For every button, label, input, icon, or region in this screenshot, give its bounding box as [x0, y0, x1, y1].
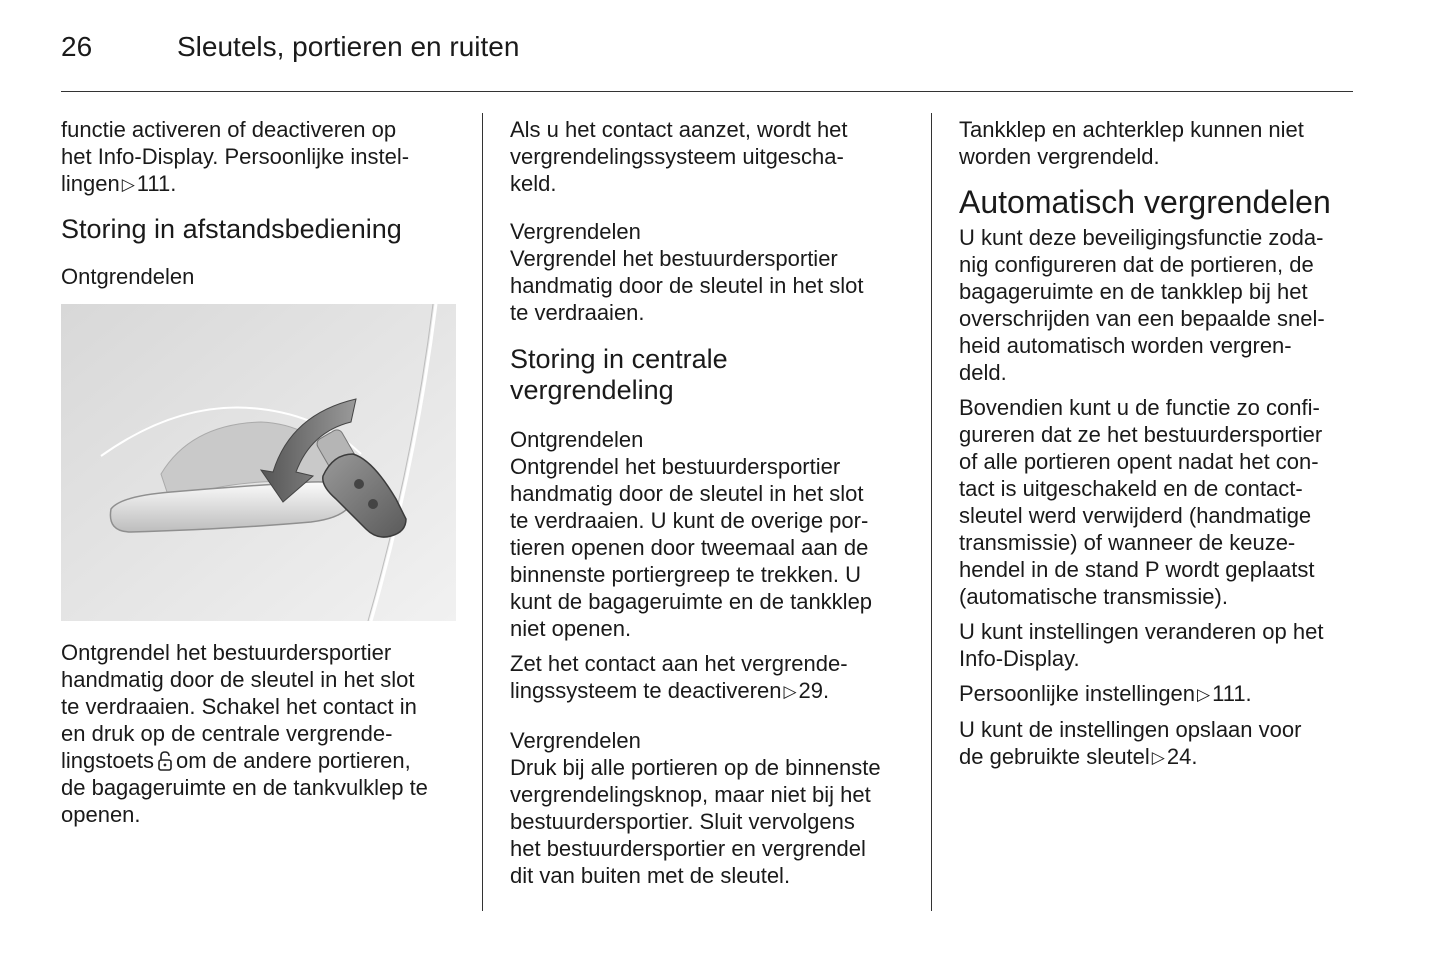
xref-arrow-icon: ▷ — [1197, 685, 1211, 704]
paragraph: functie activeren of deactiveren op het Info-Display. Persoonlijke instel- lingen ▷111. — [61, 117, 410, 196]
xref-arrow-icon: ▷ — [121, 175, 135, 194]
section-heading: Storing in afstandsbediening — [61, 214, 402, 244]
paragraph: Persoonlijke instellingen ▷111. — [959, 681, 1252, 706]
subheading: Vergrendelen — [510, 728, 641, 753]
section-heading: Storing in centrale vergrendeling — [510, 344, 728, 405]
paragraph: Vergrendel het bestuurdersportier handmatig door de sleutel in het slot te verdraaien. — [510, 246, 864, 325]
paragraph: Zet het contact aan het vergrende- lingssysteem te deactiveren ▷29. — [510, 651, 848, 703]
paragraph: Als u het contact aanzet, wordt het vergrendelingssysteem uitgescha- keld. — [510, 117, 848, 196]
column-divider-2 — [931, 113, 932, 911]
page-title: Sleutels, portieren en ruiten — [177, 31, 520, 62]
page-reference[interactable]: 111. — [136, 171, 177, 196]
xref-arrow-icon: ▷ — [783, 682, 797, 701]
page-reference[interactable]: 29. — [798, 678, 830, 703]
xref-arrow-icon: ▷ — [1151, 748, 1165, 767]
column-2 — [510, 116, 915, 889]
paragraph: Ontgrendel het bestuurdersportier handmatig door de sleutel in het slot te verdraaien. U kunt de overige por- tieren openen door tweemaal aan de binnenste portiergreep te trekken. U kunt de bagageruimte en de tankklep niet openen. — [510, 454, 873, 641]
page-number: 26 — [61, 31, 93, 62]
paragraph: Ontgrendel het bestuurdersportier handmatig door de sleutel in het slot te verdraaien. Schakel het contact in en druk op de centrale vergrende- lingstoets om de andere portieren, de bagageruimte en de tankvulklep te openen. — [61, 640, 428, 827]
lock-open-icon — [157, 750, 173, 772]
paragraph: Bovendien kunt u de functie zo confi- gureren dat ze het bestuurdersportier of alle portieren opent nadat het con- tact is uitgeschakeld en de contact- sleutel werd verwijderd (handmatige transmissie) of wanneer de keuze- hendel in de stand P wordt geplaatst (automatische transmissie). — [959, 395, 1323, 609]
header-rule — [61, 91, 1353, 92]
figure-frame — [61, 304, 461, 621]
section-heading: Automatisch vergrendelen — [959, 184, 1331, 220]
subheading: Ontgrendelen — [510, 427, 644, 452]
column-1 — [61, 116, 461, 828]
door-handle-key-illustration — [61, 304, 456, 621]
subheading: Vergrendelen — [510, 219, 641, 244]
column-3 — [959, 116, 1359, 771]
paragraph: U kunt deze beveiligingsfunctie zoda- nig configureren dat de portieren, de bagageruimte en de tankklep bij het overschrijden van een bepaalde snel- heid automatisch worden vergren- deld. — [959, 225, 1325, 385]
page-reference[interactable]: 111. — [1212, 681, 1252, 706]
paragraph: Tankklep en achterklep kunnen niet worden vergrendeld. — [959, 117, 1304, 169]
paragraph: U kunt de instellingen opslaan voor de gebruikte sleutel ▷24. — [959, 717, 1302, 769]
column-divider-1 — [482, 113, 483, 911]
paragraph: Druk bij alle portieren op de binnenste vergrendelingsknop, maar niet bij het bestuurdersportier. Sluit vervolgens het bestuurdersportier en vergrendel dit van buiten met de sleutel. — [510, 755, 881, 888]
paragraph: U kunt instellingen veranderen op het Info-Display. — [959, 619, 1324, 671]
page-reference[interactable]: 24. — [1166, 744, 1198, 769]
subheading: Ontgrendelen — [61, 264, 195, 289]
